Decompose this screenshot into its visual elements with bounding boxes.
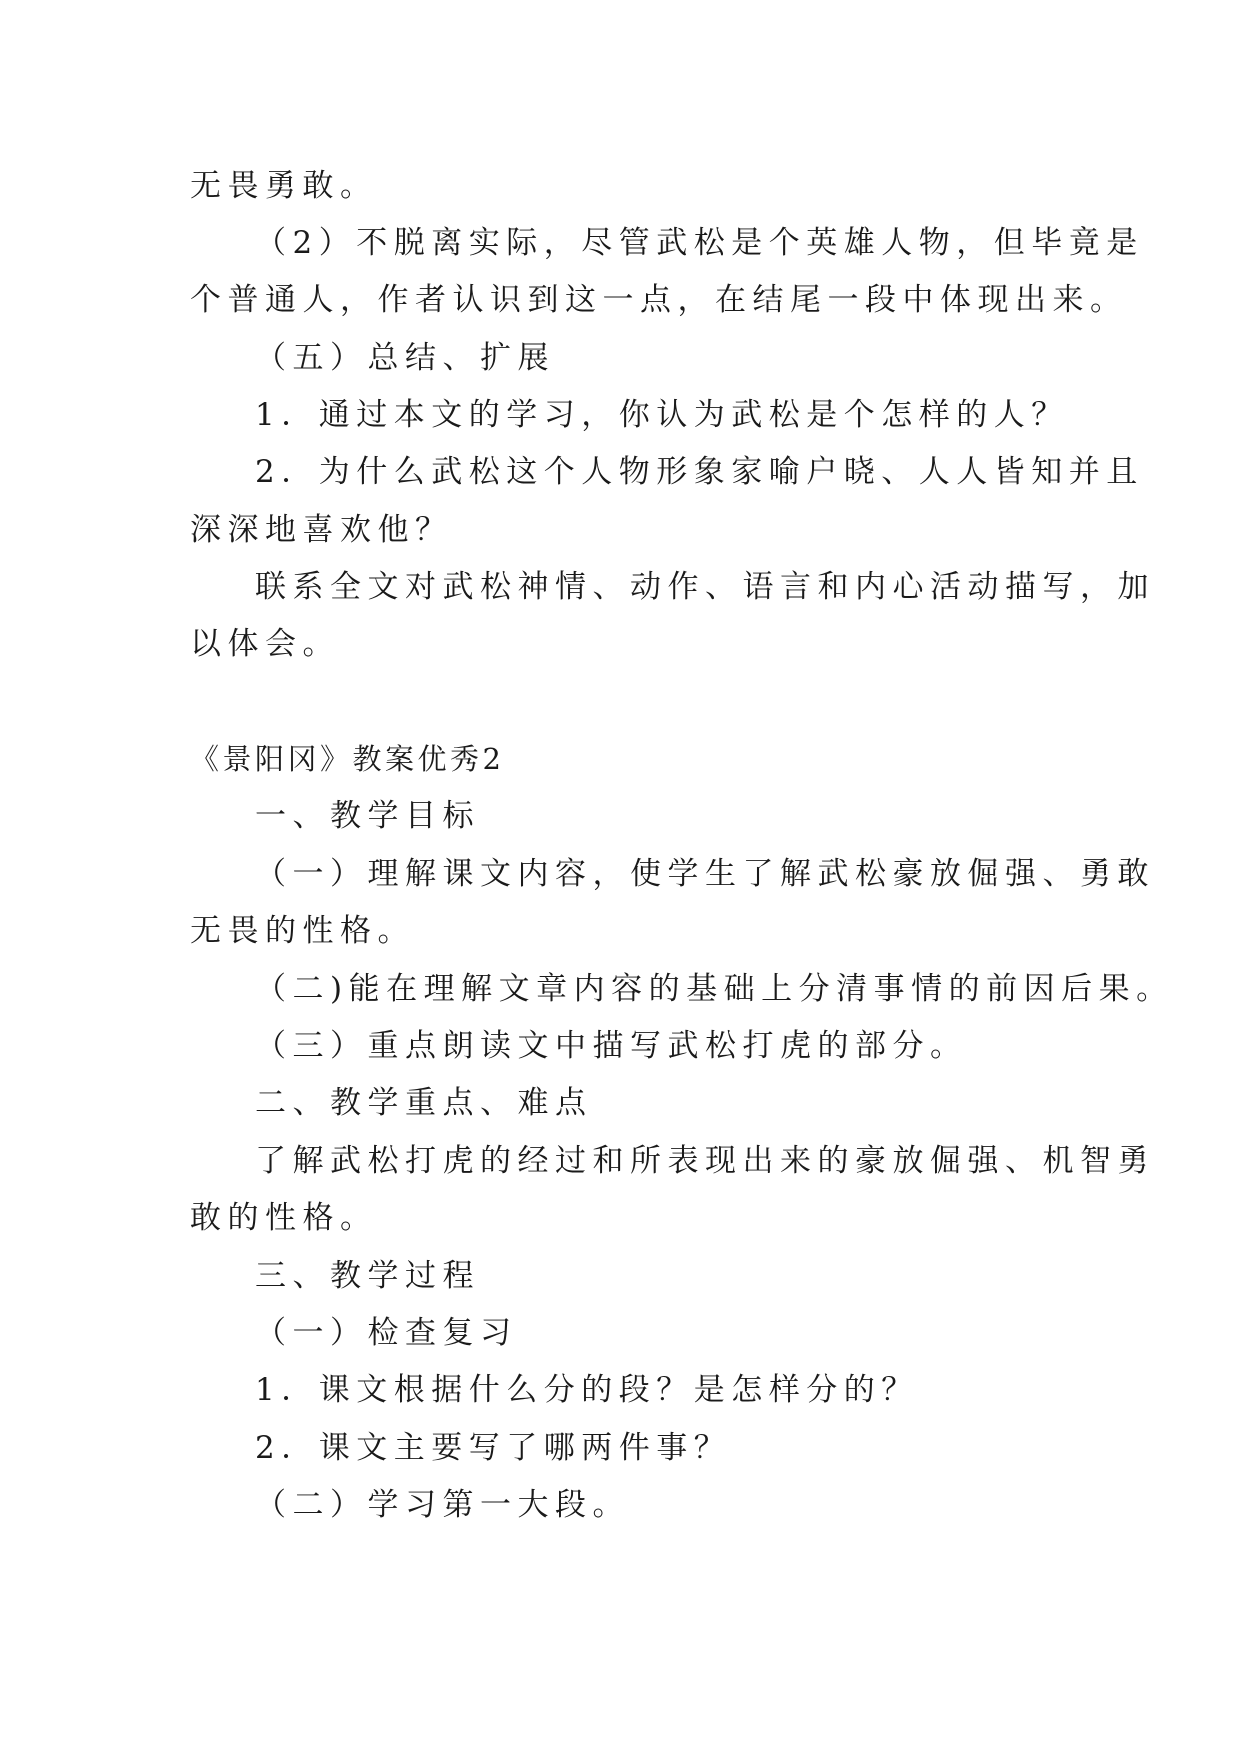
paragraph-line: 了解武松打虎的经过和所表现出来的豪放倔强、机智勇 [255, 1143, 1155, 1179]
paragraph-line: （2）不脱离实际，尽管武松是个英雄人物，但毕竟是 [255, 225, 1144, 261]
subsection-heading: （一）检查复习 [255, 1315, 518, 1351]
paragraph-line: 2．课文主要写了哪两件事？ [255, 1430, 732, 1466]
paragraph-line: 联系全文对武松神情、动作、语言和内心活动描写，加 [255, 569, 1155, 605]
section-heading: 三、教学过程 [255, 1258, 480, 1294]
subsection-heading: （二）学习第一大段。 [255, 1487, 630, 1523]
paragraph-line: 个普通人，作者认识到这一点，在结尾一段中体现出来。 [190, 282, 1128, 318]
document-title: 《景阳冈》教案优秀2 [190, 742, 505, 776]
section-heading: （五）总结、扩展 [255, 340, 555, 376]
paragraph-line: 1．通过本文的学习，你认为武松是个怎样的人？ [255, 397, 1069, 433]
paragraph-line: 以体会。 [190, 626, 340, 662]
paragraph-line: 无畏勇敢。 [190, 168, 378, 204]
section-heading: 一、教学目标 [255, 798, 480, 834]
paragraph-line: 深深地喜欢他？ [190, 512, 453, 548]
paragraph-line: 2．为什么武松这个人物形象家喻户晓、人人皆知并且 [255, 454, 1144, 490]
paragraph-line: （三）重点朗读文中描写武松打虎的部分。 [255, 1028, 968, 1064]
paragraph-line: （二)能在理解文章内容的基础上分清事情的前因后果。 [255, 971, 1174, 1007]
paragraph-line: 1．课文根据什么分的段？是怎样分的？ [255, 1372, 919, 1408]
section-heading: 二、教学重点、难点 [255, 1085, 593, 1121]
paragraph-line: 无畏的性格。 [190, 913, 415, 949]
paragraph-line: （一）理解课文内容，使学生了解武松豪放倔强、勇敢 [255, 856, 1155, 892]
paragraph-line: 敢的性格。 [190, 1200, 378, 1236]
